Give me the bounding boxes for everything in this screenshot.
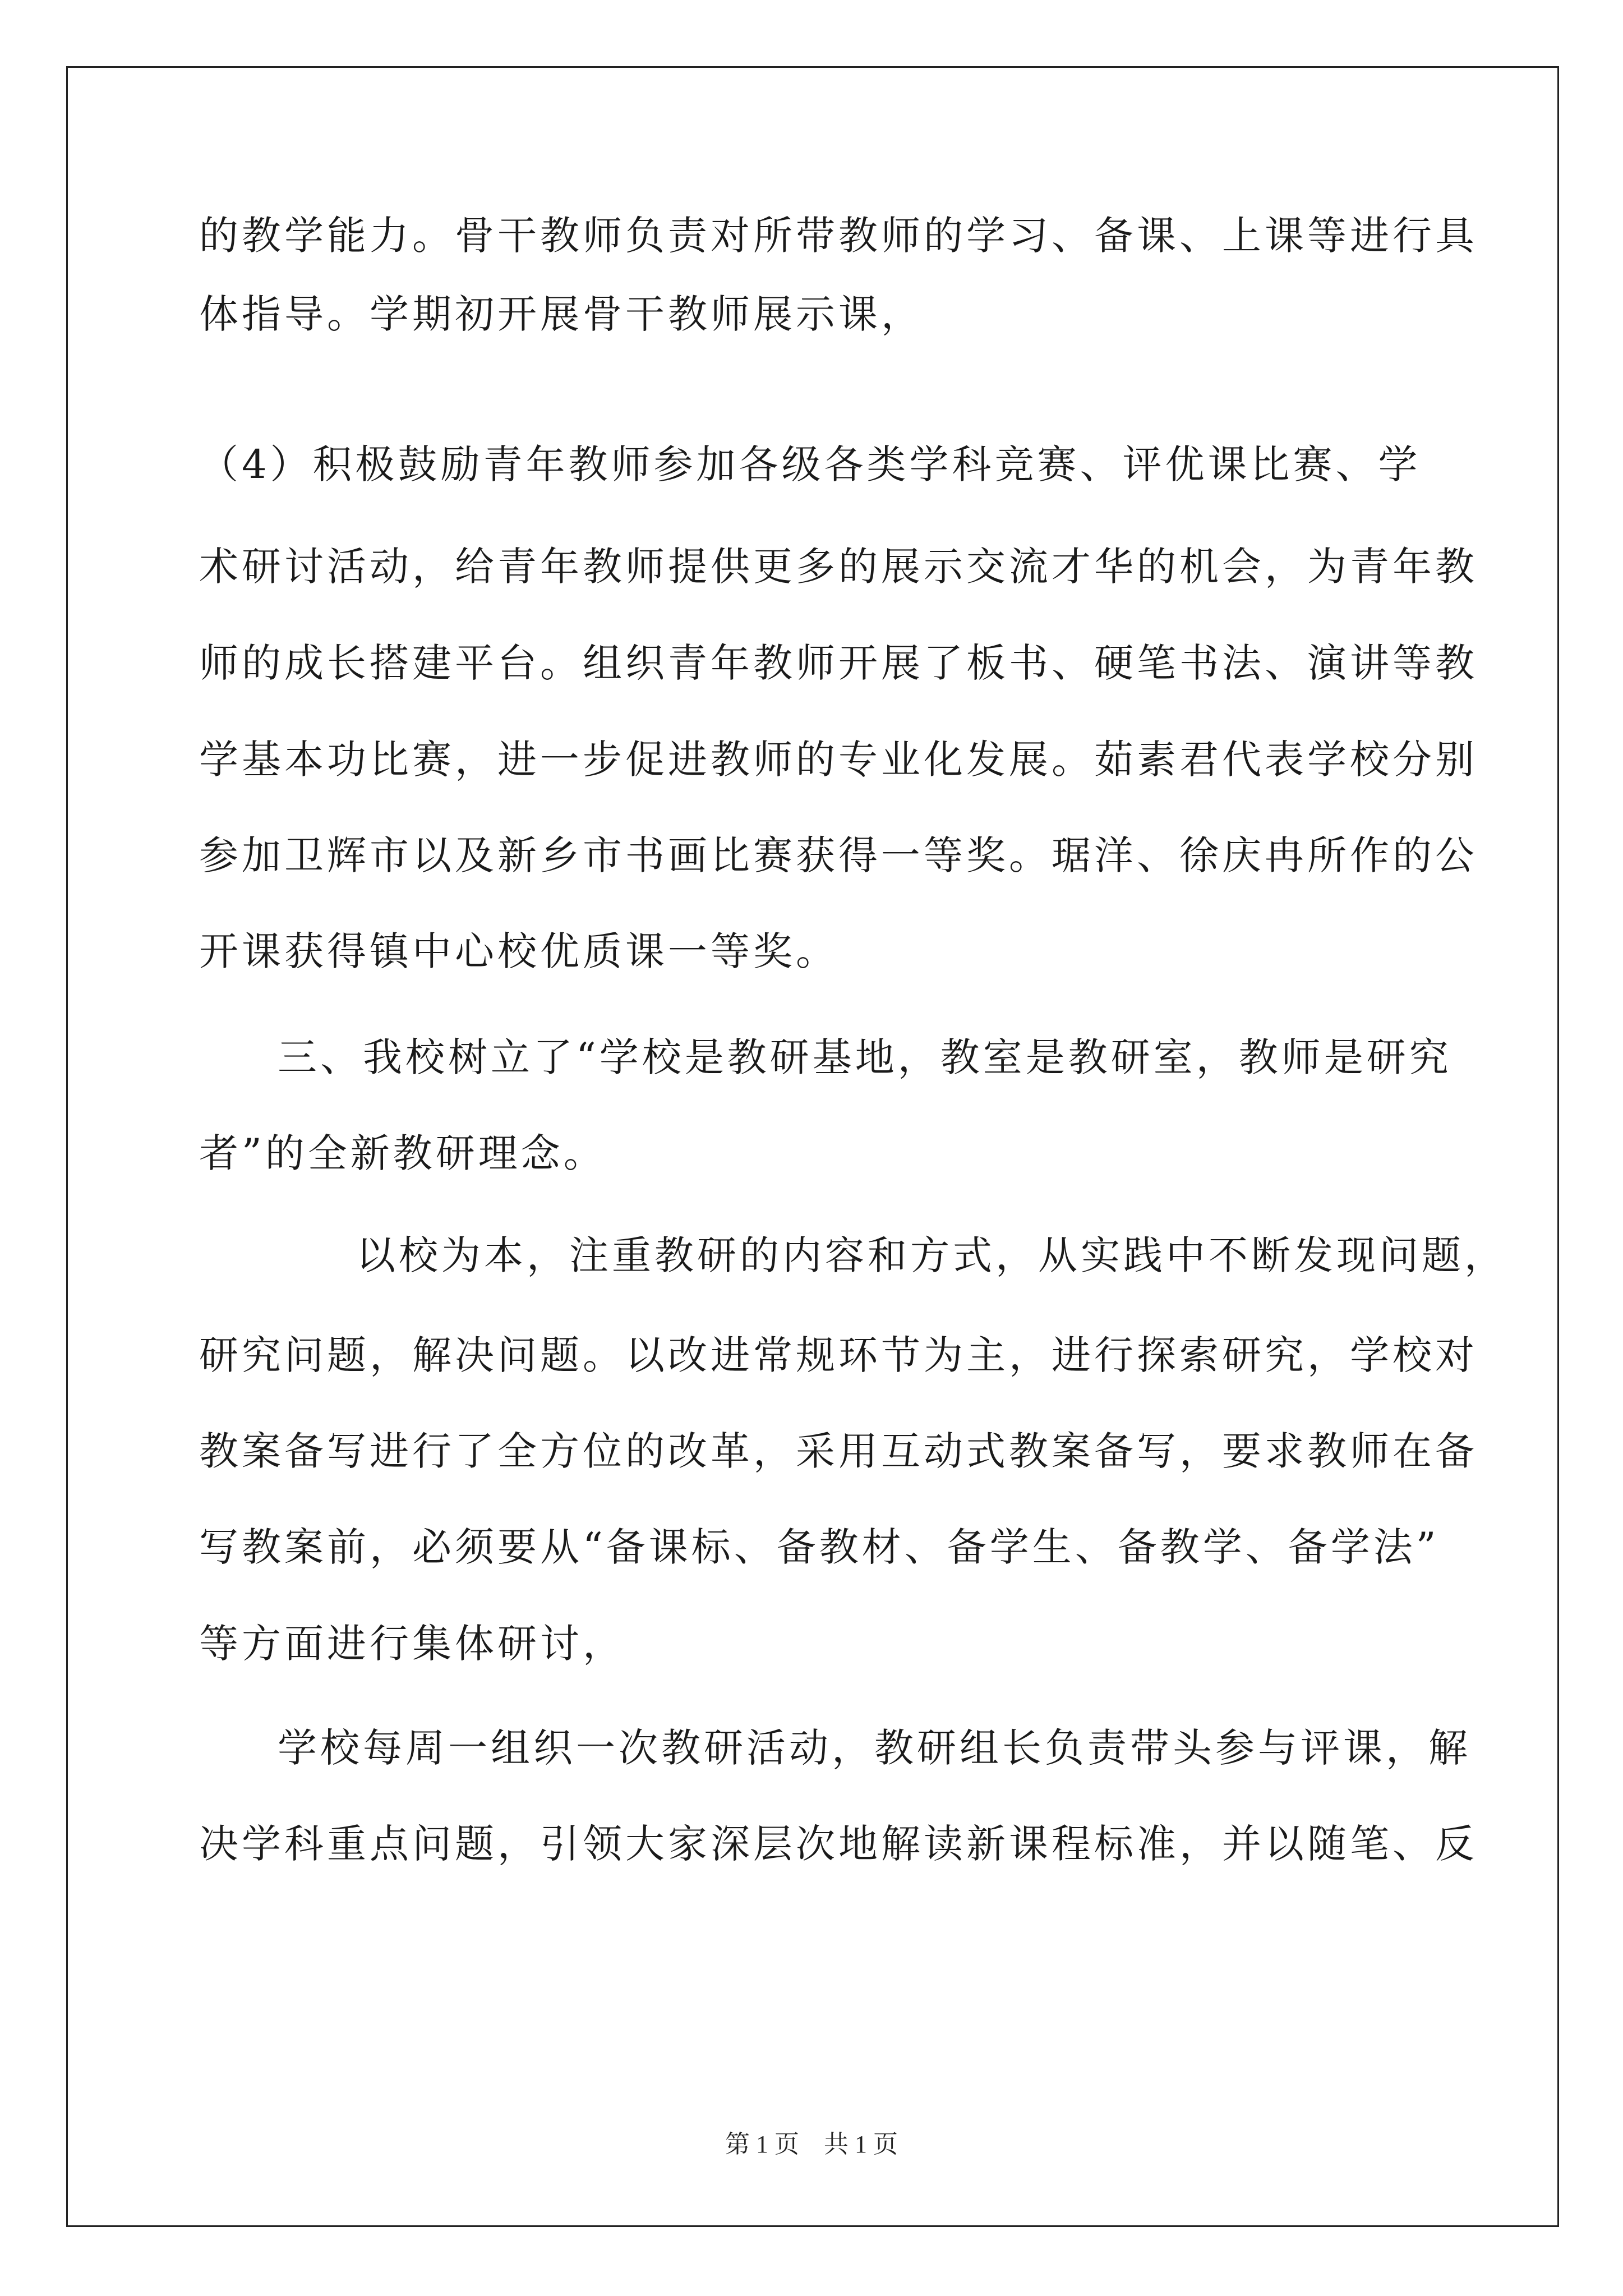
text-line: 研究问题，解决问题。以改进常规环节为主，进行探索研究，学校对 (199, 1332, 1478, 1378)
text-line: 者”的全新教研理念。 (199, 1130, 606, 1176)
text-line: 学基本功比赛，进一步促进教师的专业化发展。茹素君代表学校分别 (199, 737, 1478, 783)
text-line: 写教案前，必须要从“备课标、备教材、备学生、备教学、备学法” (199, 1524, 1440, 1570)
text-line: 体指导。学期初开展骨干教师展示课， (199, 291, 924, 337)
text-line: 的教学能力。骨干教师负责对所带教师的学习、备课、上课等进行具 (199, 213, 1478, 259)
text-line: （4）积极鼓励青年教师参加各级各类学科竞赛、评优课比赛、学 (199, 441, 1421, 487)
text-line: 参加卫辉市以及新乡市书画比赛获得一等奖。琚洋、徐庆冉所作的公 (199, 832, 1478, 878)
page-number-footer: 第 1 页 共 1 页 (725, 2131, 898, 2158)
text-line: 以校为本，注重教研的内容和方式，从实践中不断发现问题， (356, 1232, 1507, 1278)
text-line: 教案备写进行了全方位的改革，采用互动式教案备写，要求教师在备 (199, 1428, 1478, 1474)
text-line: 决学科重点问题，引领大家深层次地解读新课程标准，并以随笔、反 (199, 1821, 1478, 1867)
text-line: 开课获得镇中心校优质课一等奖。 (199, 928, 838, 974)
text-line: 师的成长搭建平台。组织青年教师开展了板书、硬笔书法、演讲等教 (199, 640, 1478, 686)
text-line: 术研讨活动，给青年教师提供更多的展示交流才华的机会，为青年教 (199, 544, 1478, 590)
text-line: 三、我校树立了“学校是教研基地，教室是教研室，教师是研究 (278, 1034, 1452, 1080)
text-line: 学校每周一组织一次教研活动，教研组长负责带头参与评课，解 (278, 1725, 1471, 1771)
text-line: 等方面进行集体研讨， (199, 1621, 625, 1667)
